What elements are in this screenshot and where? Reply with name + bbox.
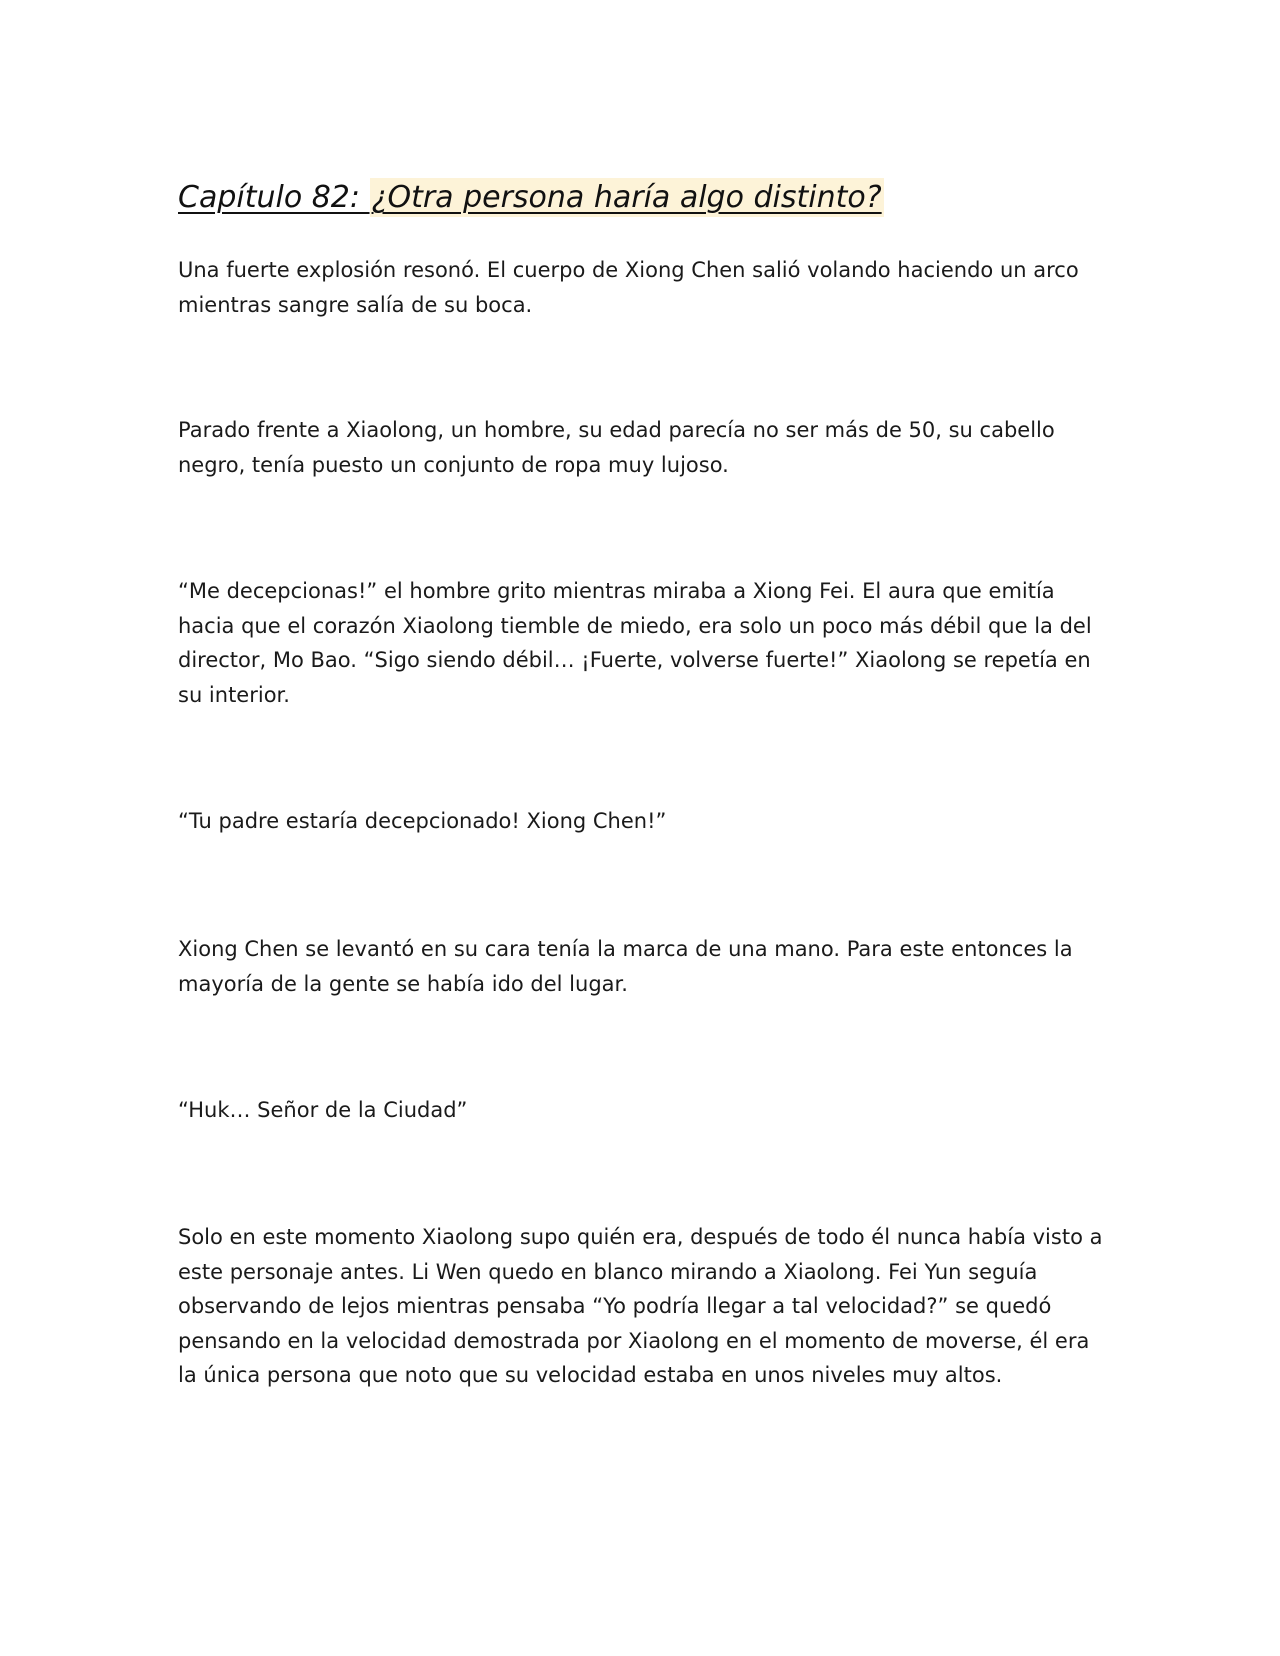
paragraph: “Huk… Señor de la Ciudad” bbox=[178, 1098, 468, 1122]
paragraph: Una fuerte explosión resonó. El cuerpo de Xiong Chen salió volando haciendo un arco mientras sangre salía de su boca. bbox=[178, 258, 1079, 317]
chapter-title bbox=[178, 176, 884, 220]
chapter-title-prefix: Capítulo 82: bbox=[178, 180, 370, 215]
paragraph: Xiong Chen se levantó en su cara tenía la marca de una mano. Para este entonces la mayoría de la gente se había ido del lugar. bbox=[178, 937, 1073, 996]
paragraph: Parado frente a Xiaolong, un hombre, su edad parecía no ser más de 50, su cabello negro, tenía puesto un conjunto de ropa muy lujoso. bbox=[178, 418, 1055, 477]
paragraph: “Me decepcionas!” el hombre grito mientras miraba a Xiong Fei. El aura que emitía hacia que el corazón Xiaolong tiemble de miedo, era solo un poco más débil que la del director, Mo Bao. “Sigo siendo débil… ¡Fuerte, volverse fuerte!” Xiaolong se repetía en su interior. bbox=[178, 579, 1092, 707]
paragraph: “Tu padre estaría decepcionado! Xiong Chen!” bbox=[178, 809, 667, 833]
paragraph: Solo en este momento Xiaolong supo quién era, después de todo él nunca había visto a este personaje antes. Li Wen quedo en blanco mirando a Xiaolong. Fei Yun seguía observando de lejos mientras pensaba “Yo podría llegar a tal velocidad?” se quedó pensando en la velocidad demostrada por Xiaolong en el momento de moverse, él era la única persona que noto que su velocidad estaba en unos niveles muy altos. bbox=[178, 1225, 1103, 1387]
chapter-title-highlight: ¿Otra persona haría algo distinto? bbox=[371, 180, 882, 215]
